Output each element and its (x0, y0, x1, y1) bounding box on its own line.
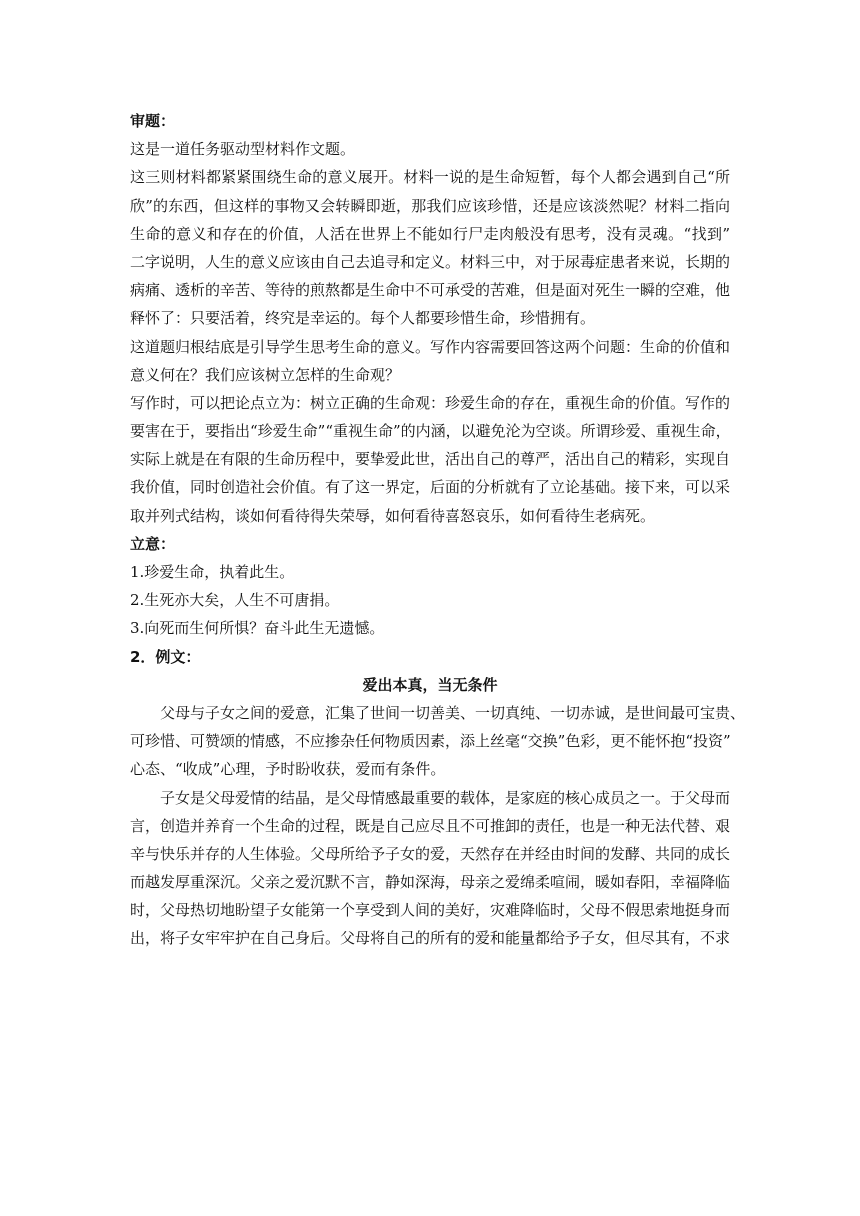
text-line: 释怀了：只要活着，终究是幸运的。每个人都要珍惜生命，珍惜拥有。 (130, 309, 596, 328)
essay-paragraph-1 (130, 699, 746, 784)
text-line: 出，将子女牢牢护在自己身后。父母将自己的所有的爱和能量都给予子女，但尽其有，不求 (130, 929, 731, 948)
text-line: 而越发厚重深沉。父亲之爱沉默不言，静如深海，母亲之爱绵柔喧闹，暖如春阳，幸福降临 (130, 873, 731, 892)
liyi-item-1: 1.珍爱生命，执着此生。 (130, 563, 295, 581)
text-line: 病痛、透析的辛苦、等待的煎熬都是生命中不可承受的苦难，但是面对死生一瞬的空难，他 (130, 281, 731, 300)
text-line: 辛与快乐并存的人生体验。父母所给予子女的爱，天然存在并经由时间的发酵、共同的成长 (130, 844, 731, 863)
text-line: 父母与子女之间的爱意，汇集了世间一切善美、一切真纯、一切赤诚，是世间最可宝贵、 (160, 703, 746, 722)
text-line: 写作时，可以把论点立为：树立正确的生命观：珍爱生命的存在，重视生命的价值。写作的 (130, 393, 731, 412)
text-line: 这道题归根结底是引导学生思考生命的意义。写作内容需要回答这两个问题：生命的价值和 (130, 337, 731, 356)
text-line: 可珍惜、可赞颂的情感，不应掺杂任何物质因素，添上丝毫“交换”色彩，更不能怀抱“投资” (130, 732, 731, 751)
document-body (130, 107, 746, 953)
section-heading-liyi: 立意： (130, 534, 176, 553)
text-line: 二字说明，人生的意义应该由自己去追寻和定义。材料三中，对于尿毒症患者来说，长期的 (130, 252, 731, 271)
text-line: 我价值，同时创造社会价值。有了这一界定，后面的分析就有了立论基础。接下来，可以采 (130, 478, 731, 497)
text-line: 欣”的东西，但这样的事物又会转瞬即逝，那我们应该珍惜，还是应该淡然呢？材料二指向 (130, 196, 730, 215)
analysis-paragraph-2 (130, 333, 730, 389)
essay-title: 爱出本真，当无条件 (362, 675, 498, 694)
intro-line: 这是一道任务驱动型材料作文题。 (130, 140, 356, 159)
text-line: 意义何在？我们应该树立怎样的生命观？ (130, 365, 401, 384)
text-line: 实际上就是在有限的生命历程中，要挚爱此世，活出自己的尊严，活出自己的精彩，实现自 (130, 450, 731, 469)
text-line: 生命的意义和存在的价值，人活在世界上不能如行尸走肉般没有思考，没有灵魂。“找到” (130, 224, 730, 243)
analysis-paragraph-1 (130, 163, 730, 332)
text-line: 心态、“收成”心理，予时盼收获，爱而有条件。 (130, 760, 446, 779)
text-line: 要害在于，要指出“珍爱生命”“重视生命”的内涵，以避免沦为空谈。所谓珍爱、重视生命， (130, 422, 731, 441)
text-line: 子女是父母爱情的结晶，是父母情感最重要的载体，是家庭的核心成员之一。于父母而 (160, 788, 731, 807)
text-line: 言，创造并养育一个生命的过程，既是自己应尽且不可推卸的责任，也是一种无法代替、艰 (130, 816, 731, 835)
section-heading-shenti: 审题： (130, 112, 176, 130)
liyi-item-2: 2.生死亦大矣，人生不可唐捐。 (130, 591, 340, 610)
section-heading-example: 2．例文： (130, 647, 201, 666)
analysis-paragraph-3 (130, 389, 730, 530)
liyi-item-3: 3.向死而生何所惧？奋斗此生无遗憾。 (130, 619, 385, 638)
text-line: 取并列式结构，谈如何看待得失荣辱，如何看待喜怒哀乐，如何看待生老病死。 (130, 506, 656, 525)
essay-paragraph-2 (130, 784, 730, 953)
text-line: 这三则材料都紧紧围绕生命的意义展开。材料一说的是生命短暂，每个人都会遇到自己“所 (130, 168, 730, 187)
text-line: 时，父母热切地盼望子女能第一个享受到人间的美好，灾难降临时，父母不假思索地挺身而 (130, 901, 731, 920)
